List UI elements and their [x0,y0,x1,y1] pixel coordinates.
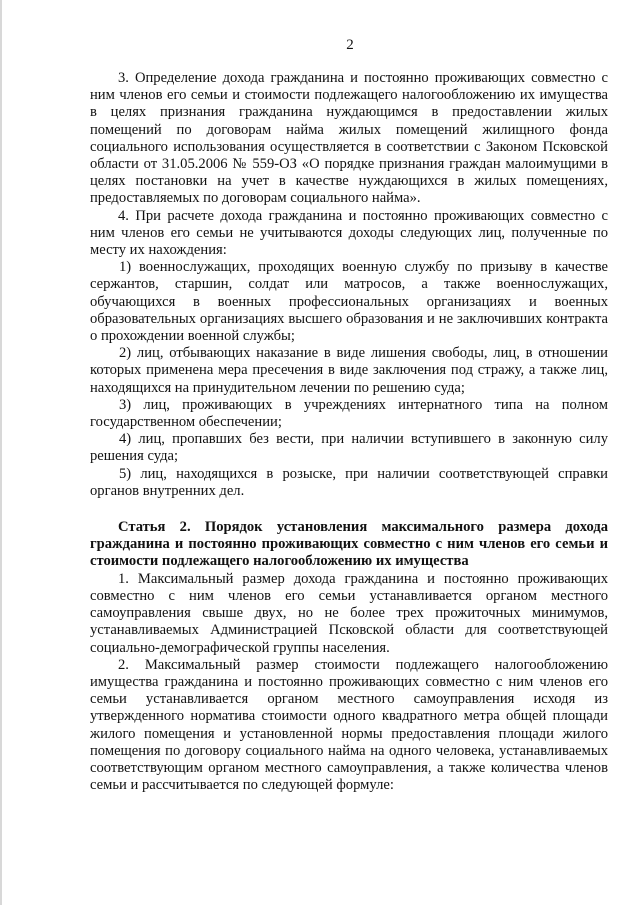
article-2-paragraph-2: 2. Максимальный размер стоимости подлежащего налогообложению имущества гражданина и постоянно проживающих совместно с ним членов его семьи устанавливается органом местного самоуправления исходя из утвержденного норматива стоимости одного квадратного метра общей площади жилого помещения и установленной нормы предоставления площади жилого помещения по договору социального найма на одного человека, устанавливаемых соответствующим органом местного самоуправления, а также количества членов семьи и рассчитывается по следующей формуле: [90,656,608,794]
paragraph-4: 4. При расчете дохода гражданина и постоянно проживающих совместно с ним членов его семьи не учитываются доходы следующих лиц, полученные по месту их нахождения: [90,207,608,259]
list-item-1: 1) военнослужащих, проходящих военную службу по призыву в качестве сержантов, старшин, солдат или матросов, а также военнослужащих, обучающихся в военных профессиональных организациях и военных образовательных организациях высшего образования и не заключивших контракта о прохождении военной службы; [90,259,608,345]
list-item-4: 4) лиц, пропавших без вести, при наличии вступившего в законную силу решения суда; [90,431,608,465]
paragraph-3: 3. Определение дохода гражданина и постоянно проживающих совместно с ним членов его семьи и стоимости подлежащего налогообложению их имущества в целях признания гражданина нуждающимся в предоставлении жилых помещений по договорам найма жилых помещений жилищного фонда социального использования осуществляется в соответствии с Законом Псковской области от 31.05.2006 № 559-ОЗ «О порядке признания граждан малоимущими в целях постановки на учет в качестве нуждающихся в жилых помещениях, предоставляемых по договорам социального найма». [90,70,608,207]
list-item-2: 2) лиц, отбывающих наказание в виде лишения свободы, лиц, в отношении которых применена мера пресечения в виде заключения под стражу, а также лиц, находящихся на принудительном лечении по решению суда; [90,345,608,396]
page-number: 2 [346,37,354,53]
document-body [90,70,608,794]
scan-edge-line [0,0,2,905]
article-2-heading: Статья 2. Порядок установления максимального размера дохода гражданина и постоянно проживающих совместно с ним членов его семьи и стоимости подлежащего налогообложению их имущества [90,519,608,570]
article-2-paragraph-1: 1. Максимальный размер дохода гражданина и постоянно проживающих совместно с ним членов его семьи устанавливается органом местного самоуправления свыше двух, но не более трех прожиточных минимумов, устанавливаемых Администрацией Псковской области для соответствующей социально-демографической группы населения. [90,570,608,656]
list-item-5: 5) лиц, находящихся в розыске, при наличии соответствующей справки органов внутренних дел. [90,465,608,499]
list-item-3: 3) лиц, проживающих в учреждениях интернатного типа на полном государственном обеспечении; [90,396,608,431]
